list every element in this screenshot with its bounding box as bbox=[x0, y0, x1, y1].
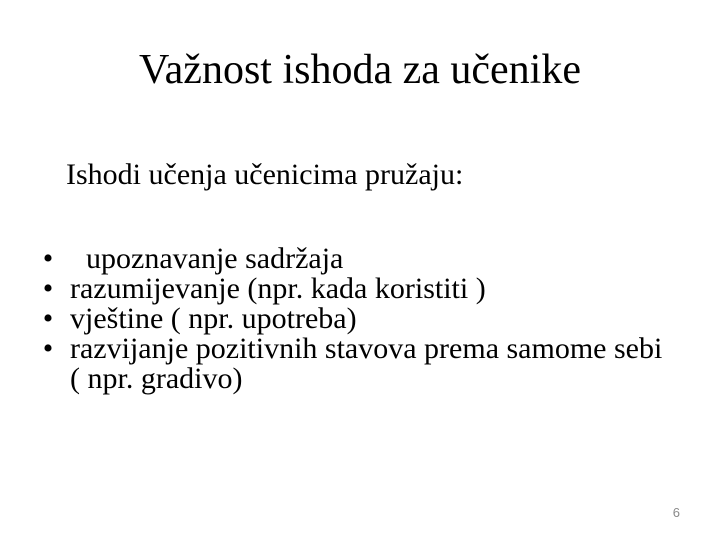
slide-title: Važnost ishoda za učenike bbox=[138, 47, 581, 93]
page-number: 6 bbox=[672, 505, 680, 520]
bullet-icon: • bbox=[42, 302, 54, 335]
bullet-text: vještine ( npr. upotreba) bbox=[70, 302, 357, 335]
bullet-text: razumijevanje (npr. kada koristiti ) bbox=[70, 272, 486, 305]
bullet-list bbox=[38, 244, 678, 394]
bullet-text: razvijanje pozitivnih stavova prema samome sebi ( npr. gradivo) bbox=[70, 332, 663, 395]
bullet-item bbox=[38, 274, 678, 304]
bullet-icon: • bbox=[42, 242, 54, 275]
bullet-text: upoznavanje sadržaja bbox=[86, 242, 344, 275]
intro-text: Ishodi učenja učenicima pružaju: bbox=[66, 158, 464, 191]
bullet-item bbox=[38, 304, 678, 334]
bullet-item bbox=[38, 244, 678, 274]
bullet-item bbox=[38, 334, 678, 394]
bullet-icon: • bbox=[42, 272, 54, 305]
bullet-icon: • bbox=[42, 332, 54, 365]
